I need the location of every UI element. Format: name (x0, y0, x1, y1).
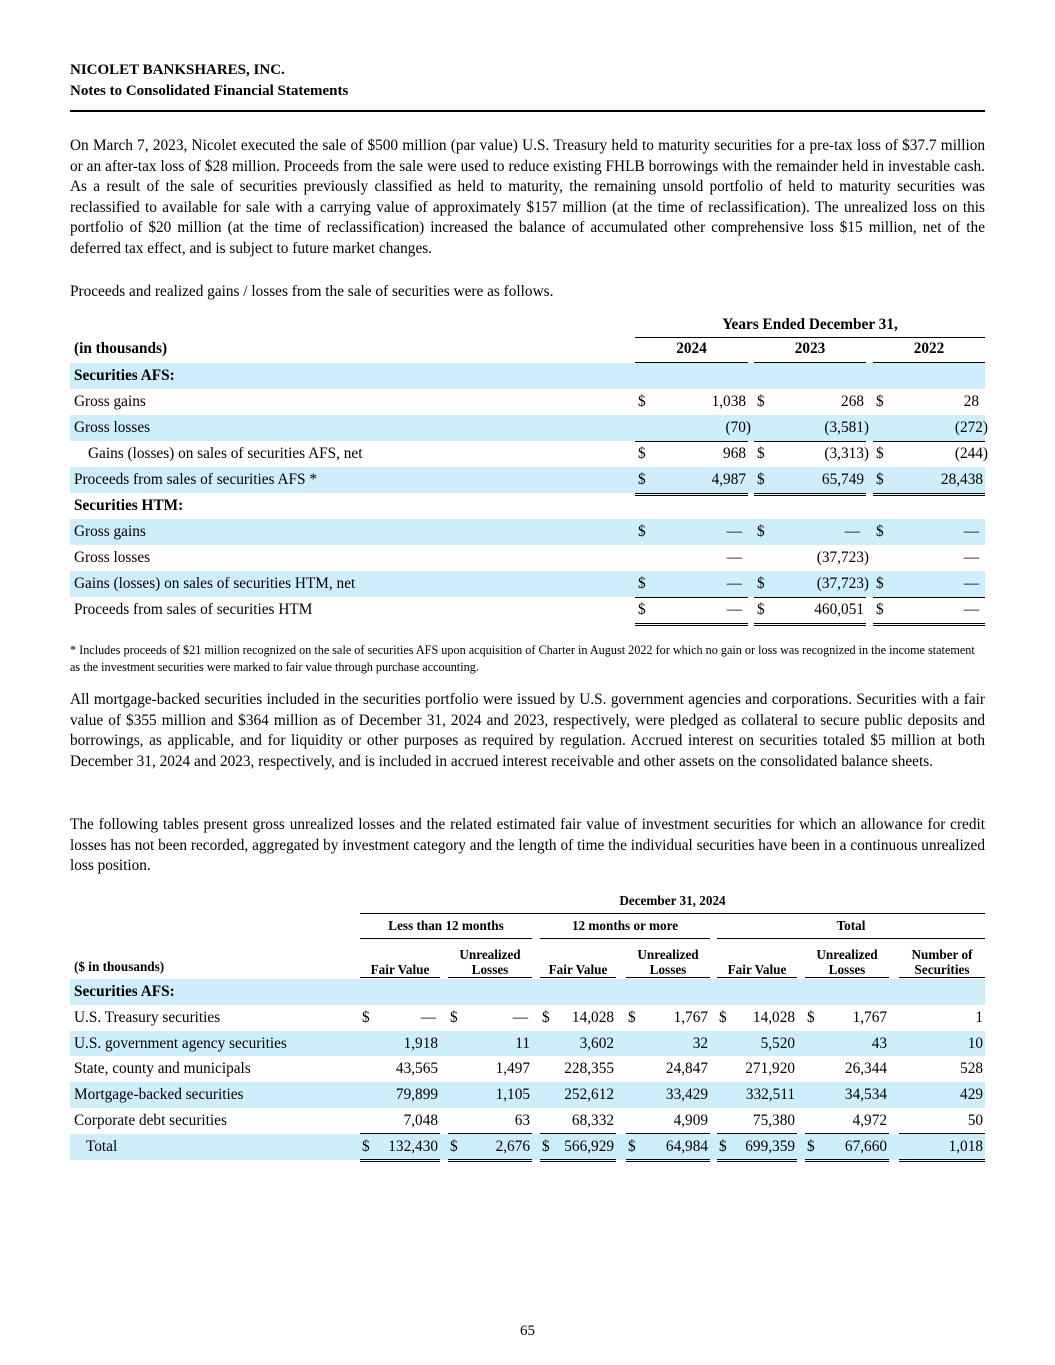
section-label: Securities HTM: (74, 497, 184, 514)
currency-symbol: $ (876, 471, 884, 488)
value-cell: 5,520 (760, 1034, 795, 1052)
paragraph-unrealized-losses-intro: The following tables present gross unrealized losses and the related estimated fair value of investment securities for which an allowance for credit losses has not been recorded, aggregated by investment category and the length of time the individual securities have been in a continuous unrealized loss position. (70, 816, 985, 875)
paragraph-proceeds-intro: Proceeds and realized gains / losses from the sale of securities were as follows. (70, 283, 554, 300)
section-subtitle: Notes to Consolidated Financial Statements (70, 83, 349, 99)
value-cell: 2,676 (495, 1137, 530, 1155)
col-underline (360, 977, 440, 978)
value-cell: 1,497 (495, 1060, 530, 1078)
row-label: U.S. government agency securities (74, 1034, 287, 1052)
col-header-fair-value: Fair Value (370, 962, 430, 977)
table1-body (70, 363, 988, 623)
value-cell: (3,313) (824, 445, 869, 462)
currency-symbol: $ (757, 393, 765, 410)
value-cell: 1 (975, 1008, 983, 1026)
row-label: Proceeds from sales of securities HTM (74, 601, 313, 618)
value-cell: — (726, 575, 742, 592)
group-header-12-or-more: 12 months or more (571, 918, 679, 933)
group-underline (360, 938, 532, 939)
currency-symbol: $ (807, 1008, 815, 1026)
company-name: NICOLET BANKSHARES, INC. (70, 62, 285, 78)
currency-symbol: $ (876, 393, 884, 410)
value-cell: 28,438 (940, 471, 983, 488)
value-cell: 10 (967, 1034, 983, 1052)
table-row (70, 979, 985, 1005)
currency-symbol: $ (628, 1008, 636, 1026)
value-cell: 32 (692, 1034, 708, 1052)
table-row (70, 467, 985, 493)
currency-symbol: $ (876, 575, 884, 592)
table-row (70, 363, 985, 389)
value-cell: 43 (871, 1034, 887, 1052)
value-cell: 460,051 (814, 601, 864, 618)
value-cell: 268 (841, 393, 864, 410)
section-label: Securities AFS: (74, 983, 175, 1000)
value-cell: — (726, 601, 742, 618)
unit-label: (in thousands) (74, 340, 168, 357)
currency-symbol: $ (450, 1008, 458, 1026)
footnote: * Includes proceeds of $21 million recognized on the sale of securities AFS upon acquisition of Charter in August 2022 for which no gain or loss was recognized in the income statement as the investment securities were marked to fair value through purchase accounting. (70, 643, 975, 674)
value-cell: — (963, 601, 979, 618)
value-cell: 11 (515, 1034, 530, 1052)
value-cell: 1,038 (711, 393, 746, 410)
years-span-underline (635, 337, 985, 338)
row-label: Gains (losses) on sales of securities AFS, net (88, 445, 363, 462)
value-cell: 68,332 (571, 1111, 614, 1129)
col-header-unrealized-losses: Unrealized Losses (637, 947, 699, 977)
group-header-total: Total (836, 918, 866, 933)
value-cell: 228,355 (564, 1060, 614, 1078)
currency-symbol: $ (542, 1008, 550, 1026)
row-label: Corporate debt securities (74, 1111, 227, 1129)
currency-symbol: $ (638, 393, 646, 410)
row-label: Gross gains (74, 393, 146, 410)
value-cell: 271,920 (745, 1060, 795, 1078)
currency-symbol: $ (638, 445, 646, 462)
year-header-2023: 2023 (794, 340, 826, 357)
currency-symbol: $ (757, 601, 765, 618)
value-cell: — (726, 523, 742, 540)
value-cell: (272) (954, 419, 988, 436)
value-cell: 14,028 (571, 1008, 614, 1026)
col-header-fair-value: Fair Value (548, 962, 608, 977)
col-underline (448, 977, 532, 978)
value-cell: 50 (967, 1111, 983, 1129)
value-cell: 699,359 (745, 1137, 795, 1155)
header-divider (70, 110, 985, 112)
value-cell: 24,847 (665, 1060, 708, 1078)
currency-symbol: $ (876, 523, 884, 540)
value-cell: — (844, 523, 860, 540)
row-label: Gross losses (74, 549, 151, 566)
currency-symbol: $ (450, 1137, 458, 1155)
table-row (70, 493, 985, 519)
value-cell: — (512, 1008, 528, 1026)
currency-symbol: $ (757, 523, 765, 540)
col-underline (717, 977, 797, 978)
value-cell: — (963, 575, 979, 592)
value-cell: (37,723) (816, 549, 869, 566)
value-cell: 7,048 (403, 1111, 438, 1129)
currency-symbol: $ (757, 445, 765, 462)
table-row (70, 415, 988, 441)
value-cell: (70) (725, 419, 751, 436)
currency-symbol: $ (757, 471, 765, 488)
col-header-number-of-securities: Number of Securities (911, 947, 973, 977)
value-cell: 429 (960, 1086, 983, 1104)
currency-symbol: $ (757, 575, 765, 592)
currency-symbol: $ (719, 1008, 727, 1026)
row-label: Total (86, 1137, 118, 1155)
section-label: Securities AFS: (74, 367, 175, 384)
value-cell: 566,929 (564, 1137, 614, 1155)
row-label: Mortgage-backed securities (74, 1086, 244, 1104)
table-row (70, 389, 985, 415)
table-row (70, 1108, 985, 1134)
col-header-unrealized-losses: Unrealized Losses (816, 947, 878, 977)
currency-symbol: $ (628, 1137, 636, 1155)
value-cell: 63 (514, 1111, 530, 1129)
paragraph-treasury-sale: On March 7, 2023, Nicolet executed the sale of $500 million (par value) U.S. Treasury held to maturity securities for a pre-tax loss of $37.7 million or an after-tax loss of $28 million. Proceeds from the sale were used to reduce existing FHLB borrowings with the remainder held in investable cash. As a result of the sale of securities previously classified as held to maturity, the remaining unsold portfolio of held to maturity securities was reclassified to available for sale with a carrying value of approximately $157 million (at the time of reclassification). The unrealized loss on this portfolio of $20 million (at the time of reclassification) increased the balance of accumulated other comprehensive loss $15 million, net of the deferred tax effect, and is subject to future market changes. (70, 137, 985, 257)
table-row (70, 597, 985, 623)
years-span-header: Years Ended December 31, (722, 316, 898, 333)
currency-symbol: $ (362, 1137, 370, 1155)
value-cell: 3,602 (579, 1034, 614, 1052)
group-underline (717, 938, 985, 939)
col-underline (899, 977, 985, 978)
currency-symbol: $ (876, 445, 884, 462)
value-cell: 1,018 (948, 1137, 983, 1155)
value-cell: 4,972 (852, 1111, 887, 1129)
value-cell: 65,749 (821, 471, 864, 488)
value-cell: 14,028 (752, 1008, 795, 1026)
year-header-2022: 2022 (913, 340, 945, 357)
value-cell: 1,767 (673, 1008, 708, 1026)
table-row (70, 571, 985, 597)
row-label: State, county and municipals (74, 1060, 251, 1078)
row-label: Proceeds from sales of securities AFS * (74, 471, 318, 488)
value-cell: (3,581) (824, 419, 869, 436)
table-row (70, 1031, 985, 1057)
currency-symbol: $ (638, 471, 646, 488)
currency-symbol: $ (807, 1137, 815, 1155)
value-cell: — (963, 549, 979, 566)
currency-symbol: $ (638, 575, 646, 592)
table-row (70, 1005, 985, 1031)
value-cell: (244) (954, 445, 988, 462)
currency-symbol: $ (876, 601, 884, 618)
year-header-2024: 2024 (676, 340, 707, 357)
row-label: Gross losses (74, 419, 151, 436)
value-cell: 252,612 (564, 1086, 614, 1104)
value-cell: 34,534 (844, 1086, 887, 1104)
value-cell: 79,899 (395, 1086, 438, 1104)
paragraph-mortgage-backed: All mortgage-backed securities included in the securities portfolio were issued by U.S. government agencies and corporations. Securities with a fair value of $355 million and $364 million as of December 31, 2024 and 2023, respectively, were pledged as collateral to secure public deposits and borrowings, as applicable, and for liquidity or other purposes as required by regulation. Accrued interest on securities totaled $5 million at both December 31, 2024 and 2023, respectively, and is included in accrued interest receivable and other assets on the consolidated balance sheets. (70, 691, 985, 770)
value-cell: 528 (960, 1060, 983, 1078)
col-underline (540, 977, 616, 978)
value-cell: 28 (963, 393, 979, 410)
currency-symbol: $ (362, 1008, 370, 1026)
row-label: Gains (losses) on sales of securities HTM, net (74, 575, 356, 592)
value-cell: 67,660 (844, 1137, 887, 1155)
value-cell: 4,987 (711, 471, 746, 488)
currency-symbol: $ (638, 523, 646, 540)
value-cell: 1,105 (495, 1086, 530, 1104)
value-cell: 75,380 (752, 1111, 795, 1129)
group-header-less-than-12: Less than 12 months (388, 918, 504, 933)
table-row (70, 545, 985, 571)
group-underline (540, 938, 710, 939)
value-cell: 64,984 (665, 1137, 708, 1155)
value-cell: 1,918 (403, 1034, 438, 1052)
col-underline (626, 977, 710, 978)
table2-body (70, 979, 985, 1160)
value-cell: 43,565 (395, 1060, 438, 1078)
value-cell: 33,429 (665, 1086, 708, 1104)
row-label: Gross gains (74, 523, 146, 540)
table-row (70, 1056, 985, 1082)
value-cell: 968 (723, 445, 746, 462)
row-label: U.S. Treasury securities (74, 1008, 221, 1026)
date-span-header: December 31, 2024 (619, 893, 726, 908)
col-header-fair-value: Fair Value (727, 962, 787, 977)
value-cell: — (420, 1008, 436, 1026)
value-cell: (37,723) (816, 575, 869, 592)
currency-symbol: $ (719, 1137, 727, 1155)
value-cell: — (963, 523, 979, 540)
page-number: 65 (520, 1323, 535, 1339)
value-cell: 1,767 (852, 1008, 887, 1026)
col-underline (805, 977, 889, 978)
table-row (70, 519, 985, 545)
value-cell: 26,344 (844, 1060, 887, 1078)
table-row (70, 441, 988, 467)
currency-symbol: $ (638, 601, 646, 618)
table-row-total (70, 1134, 985, 1160)
value-cell: 132,430 (388, 1137, 438, 1155)
unit-label: ($ in thousands) (74, 959, 165, 974)
date-span-underline (360, 913, 985, 914)
value-cell: — (726, 549, 742, 566)
value-cell: 332,511 (745, 1086, 795, 1104)
currency-symbol: $ (542, 1137, 550, 1155)
col-header-unrealized-losses: Unrealized Losses (459, 947, 521, 977)
table-row (70, 1082, 985, 1108)
value-cell: 4,909 (673, 1111, 708, 1129)
